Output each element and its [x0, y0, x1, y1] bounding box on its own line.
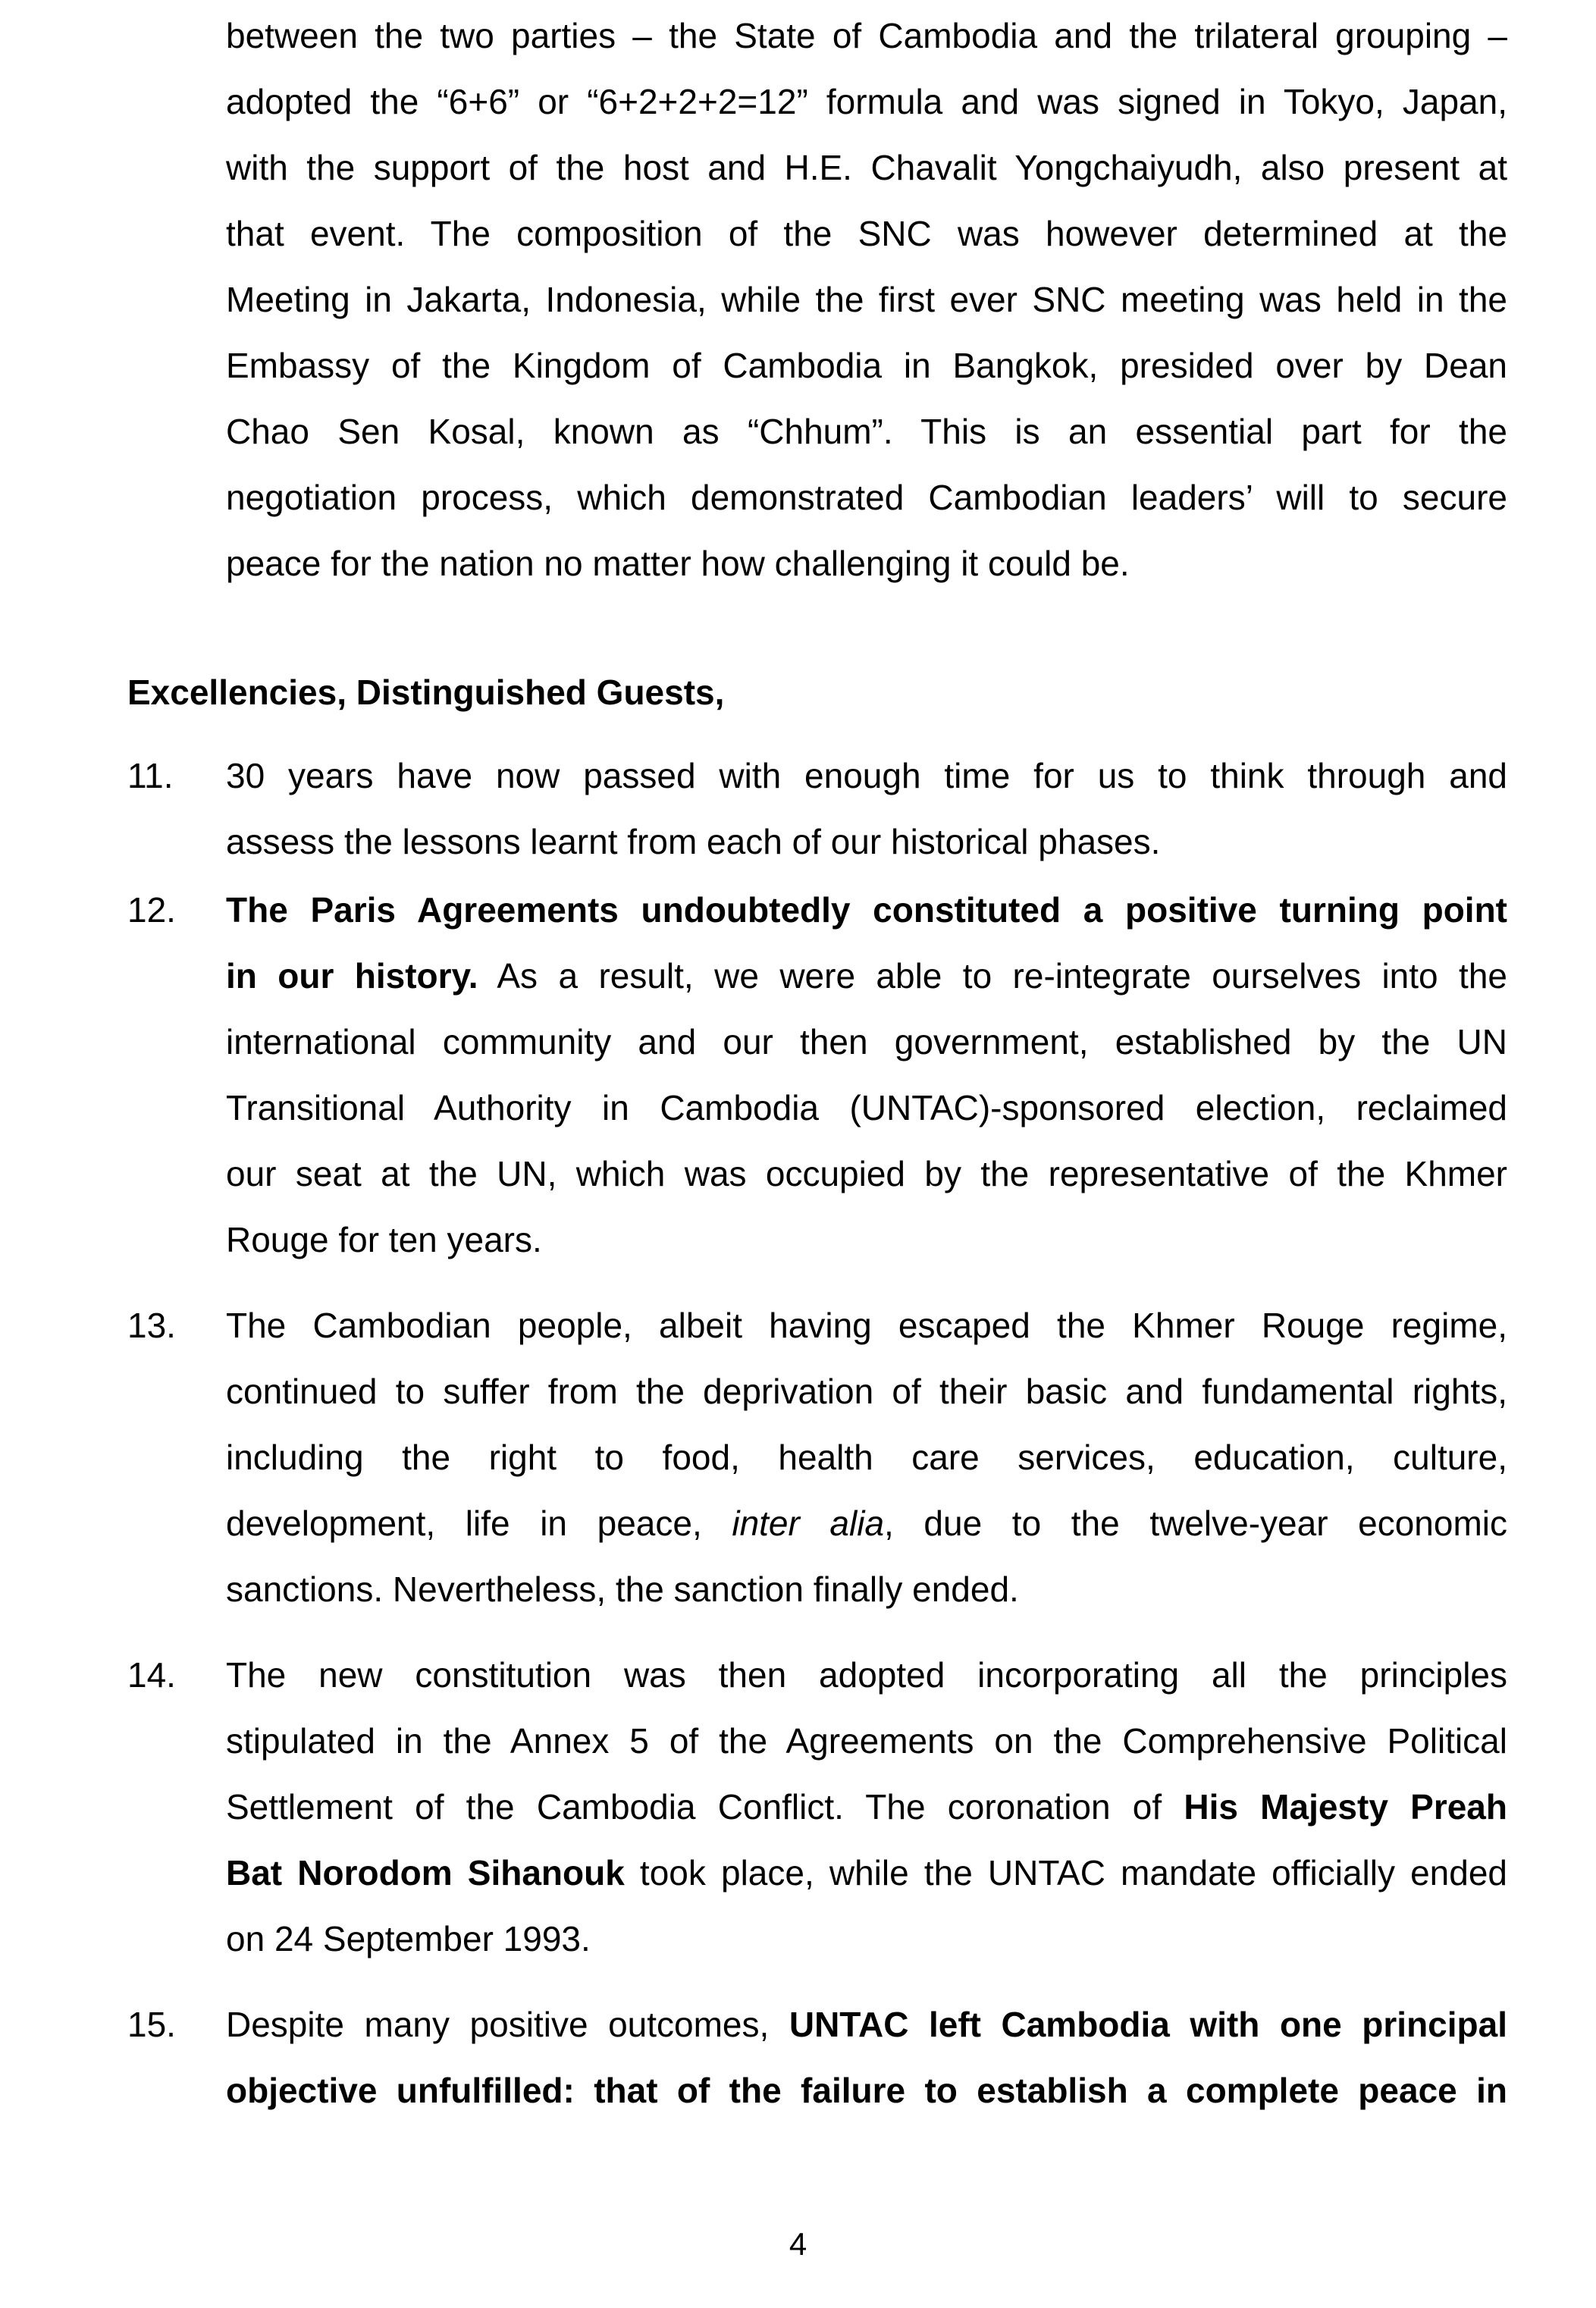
paragraph-line	[226, 1774, 1507, 1840]
paragraph-line	[226, 943, 1507, 1009]
bold-text: His Majesty Preah	[1184, 1787, 1507, 1827]
intro-line: Meeting in Jakarta, Indonesia, while the first ever SNC meeting was held in the	[226, 280, 1507, 319]
paragraph-line: stipulated in the Annex 5 of the Agreements on the Comprehensive Political	[226, 1721, 1507, 1761]
bold-text: objective unfulfilled: that of the failure to establish a complete peace in	[226, 2071, 1507, 2110]
paragraph-line	[226, 2058, 1507, 2124]
text-run: , due to the twelve-year economic	[884, 1504, 1507, 1543]
intro-line: between the two parties – the State of Cambodia and the trilateral grouping –	[226, 16, 1507, 55]
bold-text: Bat Norodom Sihanouk	[226, 1853, 625, 1892]
text-run: Despite many positive outcomes,	[226, 2005, 789, 2044]
page-number: 4	[789, 2226, 807, 2262]
paragraph-line	[226, 1491, 1507, 1557]
paragraph-line: our seat at the UN, which was occupied by the representative of the Khmer	[226, 1154, 1507, 1193]
paragraph-line: Rouge for ten years.	[226, 1220, 542, 1259]
intro-line: adopted the “6+6” or “6+2+2+2=12” formula and was signed in Tokyo, Japan,	[226, 82, 1507, 121]
paragraph-line: sanctions. Nevertheless, the sanction finally ended.	[226, 1570, 1019, 1609]
paragraph-number: 11.	[127, 756, 174, 795]
paragraph-line: The Cambodian people, albeit having escaped the Khmer Rouge regime,	[226, 1306, 1507, 1345]
bold-text: in our history.	[226, 956, 478, 996]
intro-line: Chao Sen Kosal, known as “Chhum”. This is an essential part for the	[226, 412, 1507, 451]
bold-text: UNTAC left Cambodia with one principal	[789, 2005, 1507, 2044]
paragraph-line: including the right to food, health care services, education, culture,	[226, 1438, 1507, 1477]
text-run: took place, while the UNTAC mandate officially ended	[624, 1853, 1507, 1892]
paragraph-line: The new constitution was then adopted incorporating all the principles	[226, 1655, 1507, 1695]
paragraph-number: 13.	[127, 1306, 176, 1345]
paragraph-line: continued to suffer from the deprivation of their basic and fundamental rights,	[226, 1372, 1507, 1411]
paragraph-line: Transitional Authority in Cambodia (UNTAC)-sponsored election, reclaimed	[226, 1088, 1507, 1127]
intro-line: peace for the nation no matter how challenging it could be.	[226, 544, 1130, 583]
paragraph-line: international community and our then government, established by the UN	[226, 1022, 1507, 1061]
paragraph-line	[226, 1992, 1507, 2058]
intro-paragraph	[226, 3, 1507, 597]
paragraph-line: assess the lessons learnt from each of our historical phases.	[226, 822, 1161, 861]
paragraph-line: 30 years have now passed with enough time for us to think through and	[226, 756, 1507, 795]
italic-text: inter alia	[732, 1504, 885, 1543]
text-run: As a result, we were able to re-integrate ourselves into the	[478, 956, 1507, 996]
paragraph-number: 14.	[127, 1655, 176, 1695]
paragraph-line: on 24 September 1993.	[226, 1919, 591, 1958]
paragraph-number: 12.	[127, 890, 176, 930]
text-run: Settlement of the Cambodia Conflict. The coronation of	[226, 1787, 1184, 1827]
salutation-heading: Excellencies, Distinguished Guests,	[127, 673, 725, 712]
paragraph-line	[226, 877, 1507, 943]
paragraph-line	[226, 1840, 1507, 1906]
paragraph-number: 15.	[127, 2005, 176, 2044]
intro-line: with the support of the host and H.E. Chavalit Yongchaiyudh, also present at	[226, 148, 1507, 187]
intro-line: negotiation process, which demonstrated Cambodian leaders’ will to secure	[226, 478, 1507, 517]
intro-line: Embassy of the Kingdom of Cambodia in Bangkok, presided over by Dean	[226, 346, 1507, 385]
intro-line: that event. The composition of the SNC was however determined at the	[226, 214, 1507, 253]
bold-text: The Paris Agreements undoubtedly constituted a positive turning point	[226, 890, 1507, 930]
text-run: development, life in peace,	[226, 1504, 732, 1543]
